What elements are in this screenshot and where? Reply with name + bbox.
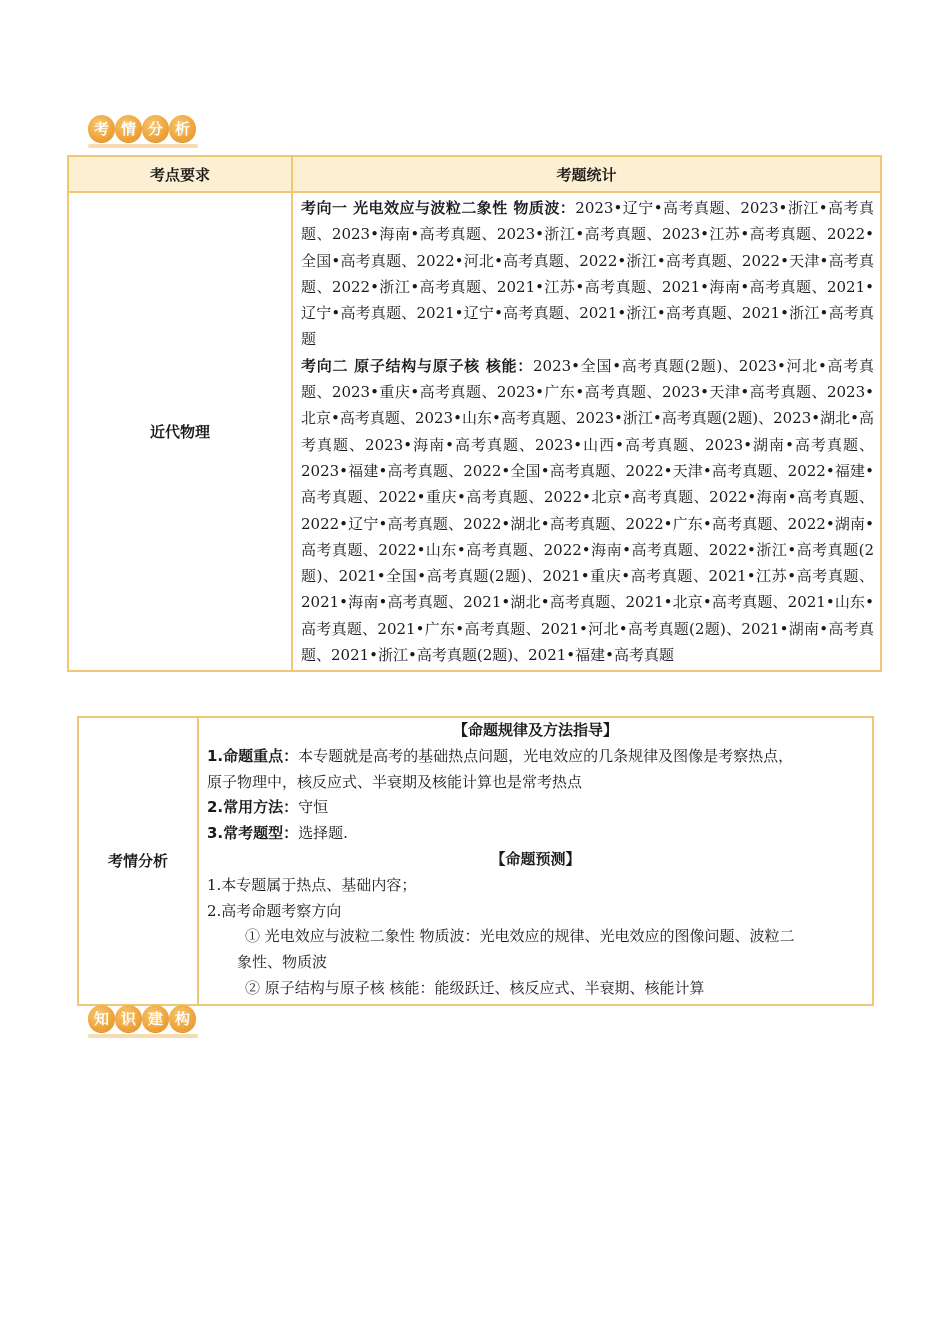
method-head: 2.常用方法： bbox=[207, 798, 299, 817]
analysis-content bbox=[198, 717, 873, 1005]
section-badge-analysis bbox=[88, 115, 196, 142]
type-text: 选择题. bbox=[298, 824, 348, 843]
prediction-4: ② 原子结构与原子核 核能：能级跃迁、核反应式、半衰期、核能计算 bbox=[245, 978, 705, 997]
badge-char: 析 bbox=[169, 115, 196, 142]
analysis-table bbox=[77, 716, 874, 1006]
method-line bbox=[207, 795, 864, 821]
focus-text: 本专题就是高考的基础热点问题，光电效应的几条规律及图像是考察热点， bbox=[298, 746, 794, 765]
item-two-text: 2023•全国•高考真题(2题)、2023•河北•高考真题、2023•重庆•高考真题、2023•广东•高考真题、2023•天津•高考真题、2023•北京•高考真题、2023•山东•高考真题、2023•浙江•高考真题(2题)、2023•湖北•高考真题、2023•海南•高考真题、2023•山西•高考真题、2023•湖南•高考真题、2023•福建•高考真题、2022•全国•高考真题、2022•天津•高考真题、2022•福建•高考真题、2022•重庆•高考真题、2022•北京•高考真题、2022•海南•高考真题、2022•辽宁•高考真题、2022•湖北•高考真题、2022•广东•高考真题、2022•湖南•高考真题、2022•山东•高考真题、2022•海南•高考真题、2022•浙江•高考真题(2题)、2021•全国•高考真题(2题)、2021•重庆•高考真题、2021•江苏•高考真题、2021•海南•高考真题、2021•湖北•高考真题、2021•北京•高考真题、2021•山东•高考真题、2021•广东•高考真题、2021•河北•高考真题(2题)、2021•湖南•高考真题、2021•浙江•高考真题(2题)、2021•福建•高考真题 bbox=[301, 356, 874, 665]
badge-underline bbox=[88, 1034, 198, 1038]
type-head: 3.常考题型： bbox=[207, 824, 299, 843]
guide-title: 【命题规律及方法指导】 bbox=[452, 721, 618, 739]
badge-char: 知 bbox=[88, 1005, 115, 1032]
header-requirement: 考点要求 bbox=[68, 156, 292, 192]
method-text: 守恒 bbox=[298, 798, 329, 817]
section-badge-knowledge bbox=[88, 1005, 196, 1032]
focus-line-2: 原子物理中，核反应式、半衰期及核能计算也是常考热点 bbox=[207, 772, 583, 791]
item-one-text: 2023•辽宁•高考真题、2023•浙江•高考真题、2023•海南•高考真题、2023•浙江•高考真题、2023•江苏•高考真题、2022•全国•高考真题、2022•河北•高考真题、2022•浙江•高考真题、2022•天津•高考真题、2022•浙江•高考真题、2021•江苏•高考真题、2021•海南•高考真题、2021•辽宁•高考真题、2021•辽宁•高考真题、2021•浙江•高考真题、2021•浙江•高考真题 bbox=[301, 199, 874, 349]
item-one-head: 考向一 光电效应与波粒二象性 物质波： bbox=[301, 199, 576, 217]
prediction-title: 【命题预测】 bbox=[490, 849, 581, 868]
badge-char: 建 bbox=[142, 1005, 169, 1032]
item-one bbox=[301, 195, 874, 353]
item-two-head: 考向二 原子结构与原子核 核能： bbox=[301, 356, 533, 375]
prediction-2: 2.高考命题考察方向 bbox=[207, 901, 342, 920]
analysis-label: 考情分析 bbox=[78, 717, 198, 1005]
badge-char: 分 bbox=[142, 115, 169, 142]
focus-head: 1.命题重点： bbox=[207, 746, 299, 765]
badge-char: 考 bbox=[88, 115, 115, 142]
type-line bbox=[207, 821, 864, 847]
exam-statistics-table bbox=[67, 155, 882, 672]
prediction-3a: ① 光电效应与波粒二象性 物质波：光电效应的规律、光电效应的图像问题、波粒二 bbox=[245, 927, 795, 946]
prediction-1: 1.本专题属于热点、基础内容； bbox=[207, 875, 417, 894]
statistics-content bbox=[292, 192, 881, 671]
badge-char: 情 bbox=[115, 115, 142, 142]
header-statistics: 考题统计 bbox=[292, 156, 881, 192]
focus-line bbox=[207, 744, 864, 770]
badge-underline bbox=[88, 144, 198, 148]
badge-char: 构 bbox=[169, 1005, 196, 1032]
row-label: 近代物理 bbox=[68, 192, 292, 671]
item-two bbox=[301, 353, 874, 669]
prediction-3b: 象性、物质波 bbox=[237, 953, 328, 972]
badge-char: 识 bbox=[115, 1005, 142, 1032]
